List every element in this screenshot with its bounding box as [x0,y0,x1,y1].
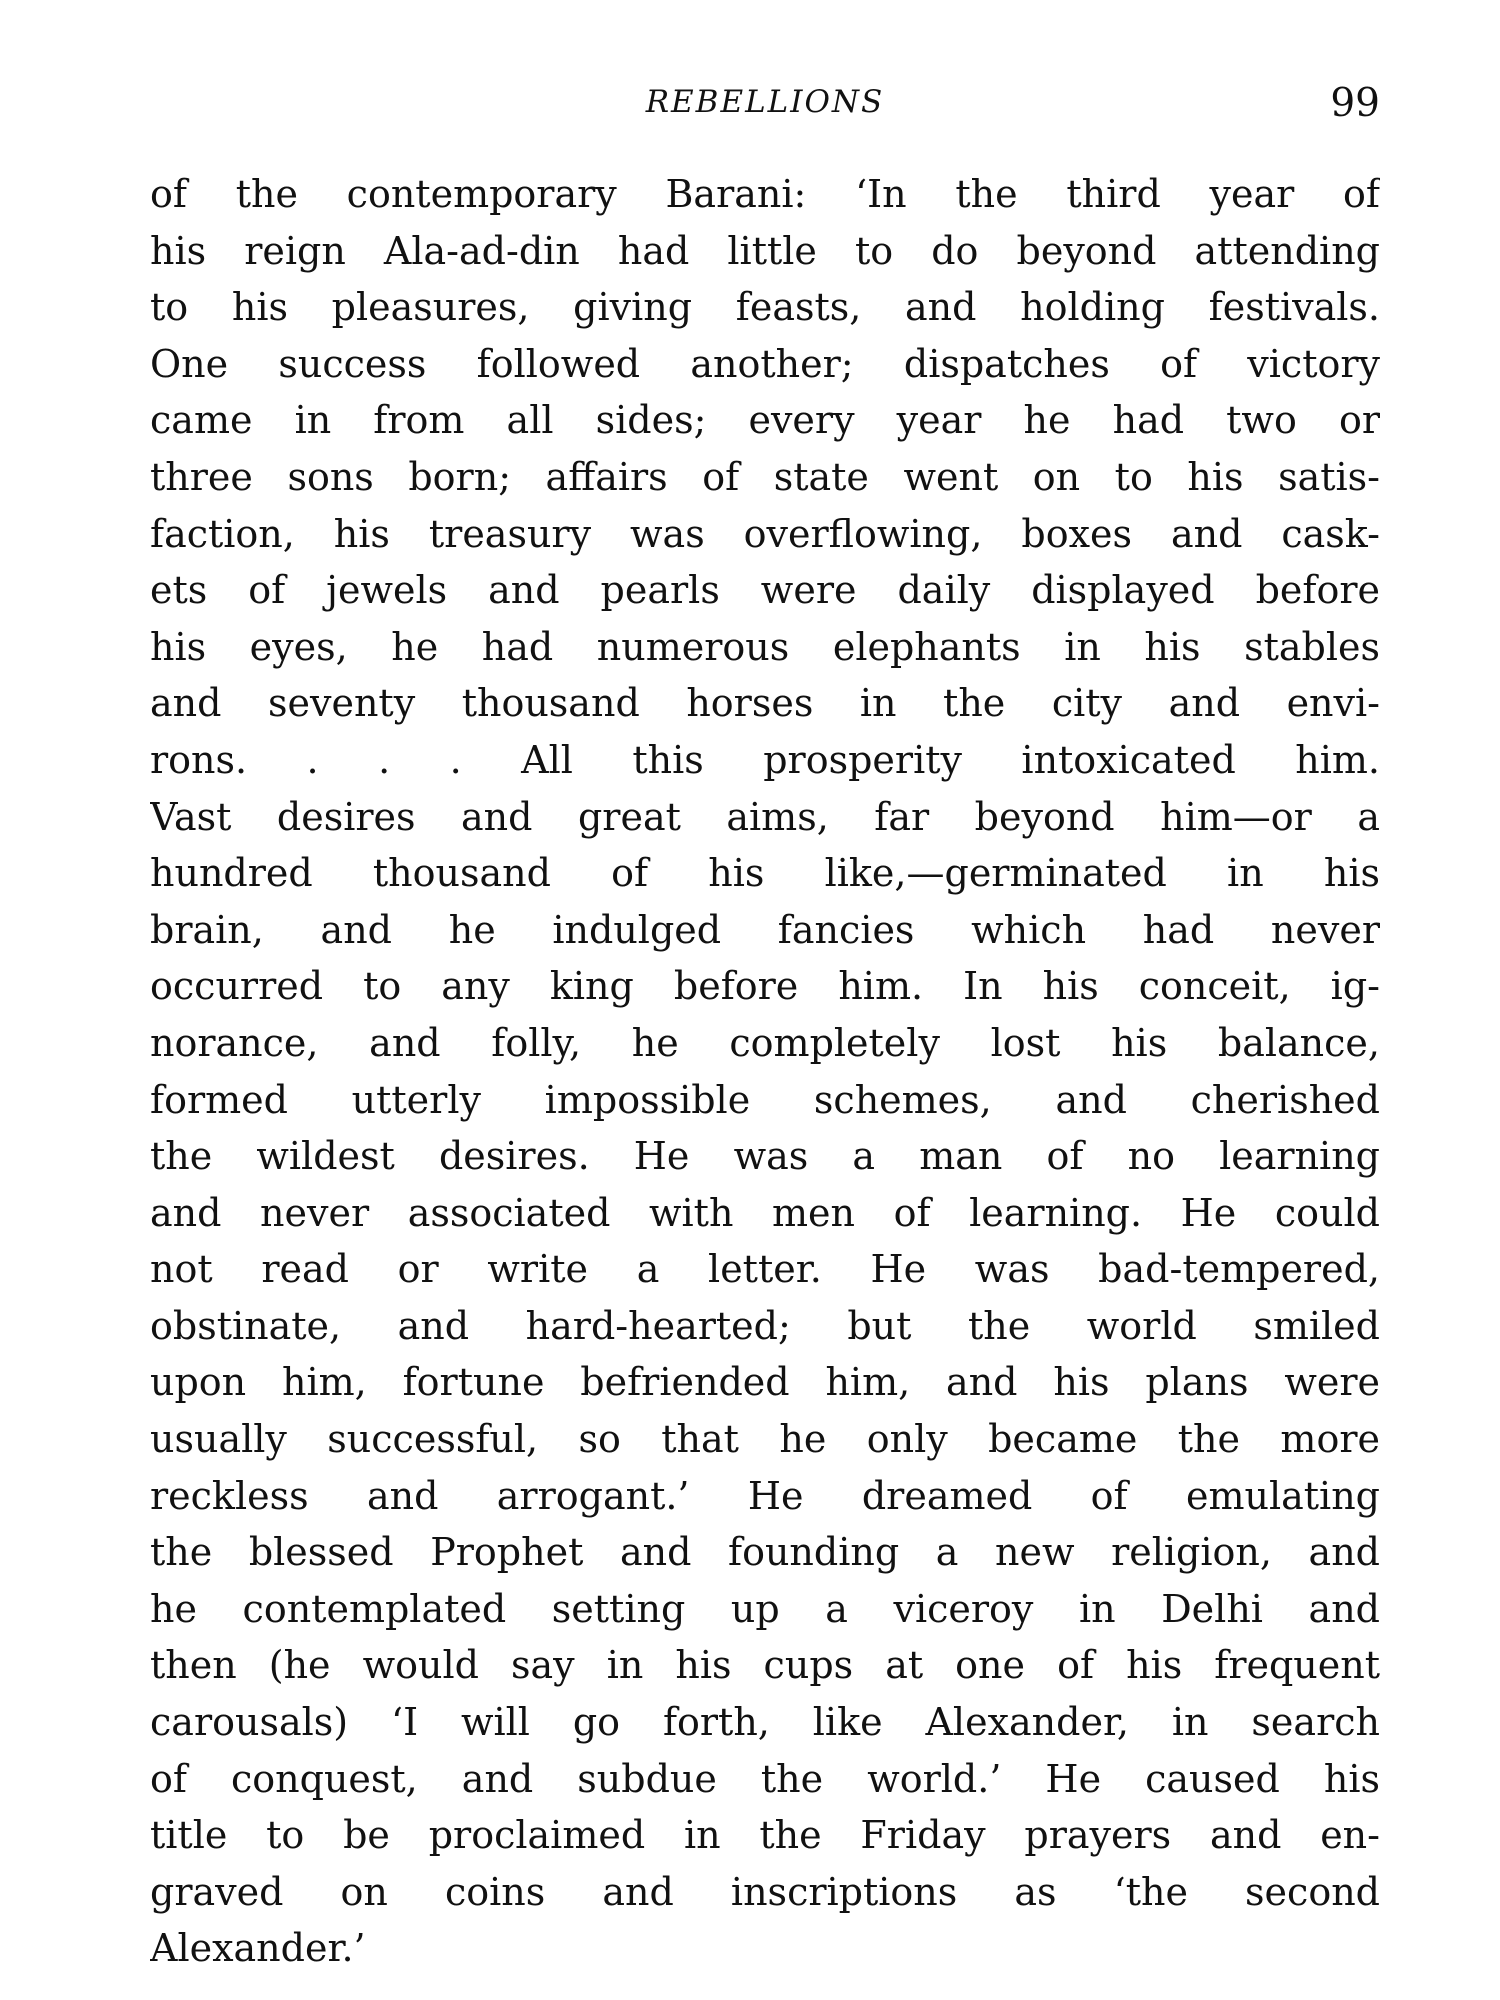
text-line: three sons born; affairs of state went on to his satis- [150,454,1380,499]
text-line: his eyes, he had numerous elephants in his stables [150,624,1380,669]
running-title: REBELLIONS [645,84,885,120]
text-line: the wildest desires. He was a man of no learning [150,1134,1380,1179]
text-line: graved on coins and inscriptions as ‘the second [150,1869,1380,1914]
text-line: faction, his treasury was overflowing, boxes and cask- [150,511,1380,556]
text-line: then (he would say in his cups at one of his frequent [150,1643,1380,1688]
text-line: of the contemporary Barani: ‘In the third year of [150,172,1380,216]
text-line: obstinate, and hard-hearted; but the world smiled [150,1303,1380,1348]
text-line: One success followed another; dispatches of victory [150,341,1380,386]
text-line: his reign Ala-ad-din had little to do beyond attending [150,228,1380,273]
text-line: upon him, fortune befriended him, and his plans were [150,1360,1380,1405]
text-line: of conquest, and subdue the world.’ He caused his [150,1756,1380,1801]
text-line: usually successful, so that he only became the more [150,1417,1380,1462]
text-line: and seventy thousand horses in the city and envi- [150,681,1380,726]
text-line: and never associated with men of learning. He could [150,1190,1380,1235]
text-line: occurred to any king before him. In his conceit, ig- [150,964,1380,1009]
text-line: to his pleasures, giving feasts, and holding festivals. [150,285,1380,330]
text-line: he contemplated setting up a viceroy in Delhi and [150,1586,1380,1631]
text-line: title to be proclaimed in the Friday prayers and en- [150,1813,1380,1858]
text-line: ets of jewels and pearls were daily displayed before [150,568,1380,613]
text-line: Alexander.’ [150,1926,366,1971]
text-line: not read or write a letter. He was bad-tempered, [150,1247,1380,1292]
text-line: rons. . . . All this prosperity intoxicated him. [150,737,1380,782]
text-line: reckless and arrogant.’ He dreamed of emulating [150,1473,1380,1518]
text-line: the blessed Prophet and founding a new religion, and [150,1530,1380,1575]
text-line: formed utterly impossible schemes, and cherished [150,1077,1380,1122]
running-header [150,72,1380,132]
text-line: came in from all sides; every year he had two or [150,398,1380,443]
page-number: 99 [1330,81,1380,126]
text-line: norance, and folly, he completely lost his balance, [150,1020,1380,1065]
text-line: hundred thousand of his like,—germinated in his [150,851,1380,896]
text-line: carousals) ‘I will go forth, like Alexander, in search [150,1700,1380,1745]
body-text [150,166,1380,1977]
text-line: Vast desires and great aims, far beyond him—or a [150,794,1380,839]
text-line: brain, and he indulged fancies which had never [150,907,1380,952]
